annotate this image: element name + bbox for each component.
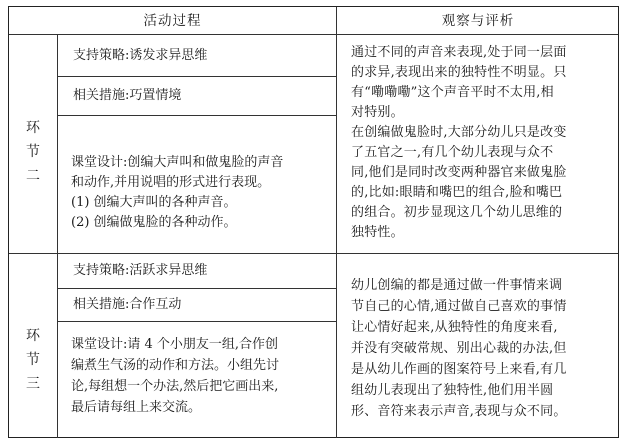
section-label-char: 节 <box>26 144 40 160</box>
section-3-analysis <box>351 275 613 422</box>
section-divider <box>9 253 618 254</box>
activity-table <box>8 6 619 438</box>
section-label-char: 三 <box>26 376 40 392</box>
design-line: 编煮生气汤的动作和方法。小组先讨 <box>71 358 280 373</box>
section-label-2 <box>23 119 43 185</box>
analysis-line: 幼儿创编的都是通过做一件事情来调 <box>351 278 563 293</box>
analysis-line: 的组合。初步显现这几个幼儿思维的 <box>351 205 563 220</box>
analysis-line: 了五官之一,有几个幼儿表现与众不 <box>351 145 554 160</box>
design-line: 课堂设计:创编大声叫和做鬼脸的声音 <box>71 155 284 170</box>
section-label-char: 环 <box>26 328 40 344</box>
label-column-divider <box>57 34 58 438</box>
row-divider-1a <box>57 76 336 77</box>
analysis-line: 同,他们是同时改变两种器官来做鬼脸 <box>351 165 567 180</box>
main-column-divider <box>336 7 337 438</box>
section-label-char: 二 <box>26 168 40 184</box>
analysis-line: 是从幼儿作画的图案符号上来看,有几 <box>351 362 567 377</box>
header-divider <box>9 34 618 35</box>
design-line: (1) 创编大声叫的各种声音。 <box>71 195 237 210</box>
section-2-design <box>71 153 333 233</box>
header-activity-process: 活动过程 <box>143 13 202 29</box>
design-line: 最后请每组上来交流。 <box>71 400 202 415</box>
section-3-design <box>71 334 333 418</box>
section-label-3 <box>23 327 43 393</box>
header-observation-analysis: 观察与评析 <box>441 13 515 29</box>
design-line: 课堂设计:请 4 个小朋友一组,合作创 <box>71 337 279 352</box>
design-line: 和动作,并用说唱的形式进行表现。 <box>71 175 271 190</box>
analysis-line: 独特性。 <box>351 225 404 240</box>
design-line: (2) 创编做鬼脸的各种动作。 <box>71 215 237 230</box>
row-divider-2b <box>57 321 336 322</box>
analysis-line: 的求异,表现出来的独特性不明显。只 <box>351 65 567 80</box>
analysis-line: 通过不同的声音来表现,处于同一层面 <box>351 45 567 60</box>
section-3-strategy: 支持策略:活跃求异思维 <box>73 263 208 278</box>
section-3-measure: 相关措施:合作互动 <box>73 297 182 312</box>
analysis-line: 的,比如:眼睛和嘴巴的组合,脸和嘴巴 <box>351 185 563 200</box>
row-divider-1b <box>57 115 336 116</box>
section-label-char: 节 <box>26 352 40 368</box>
analysis-line: 组幼儿表现出了独特性,他们用半圆 <box>351 383 554 398</box>
analysis-line: 有“嘞嘞嘞”这个声音平时不太用,相 <box>351 85 554 100</box>
analysis-line: 在创编做鬼脸时,大部分幼儿只是改变 <box>351 125 567 140</box>
analysis-line: 并没有突破常规、别出心裁的办法,但 <box>351 341 567 356</box>
row-divider-2a <box>57 288 336 289</box>
analysis-line: 节自己的心情,通过做自己喜欢的事情 <box>351 299 567 314</box>
design-line: 论,每组想一个办法,然后把它画出来, <box>71 379 279 394</box>
analysis-line: 对特别。 <box>351 105 404 120</box>
section-2-analysis <box>351 43 613 243</box>
analysis-line: 形、音符来表示声音,表现与众不同。 <box>351 404 567 419</box>
section-2-measure: 相关措施:巧置情境 <box>73 88 182 103</box>
analysis-line: 让心情好起来,从独特性的角度来看, <box>351 320 558 335</box>
section-2-strategy: 支持策略:诱发求异思维 <box>73 48 208 63</box>
section-label-char: 环 <box>26 120 40 136</box>
